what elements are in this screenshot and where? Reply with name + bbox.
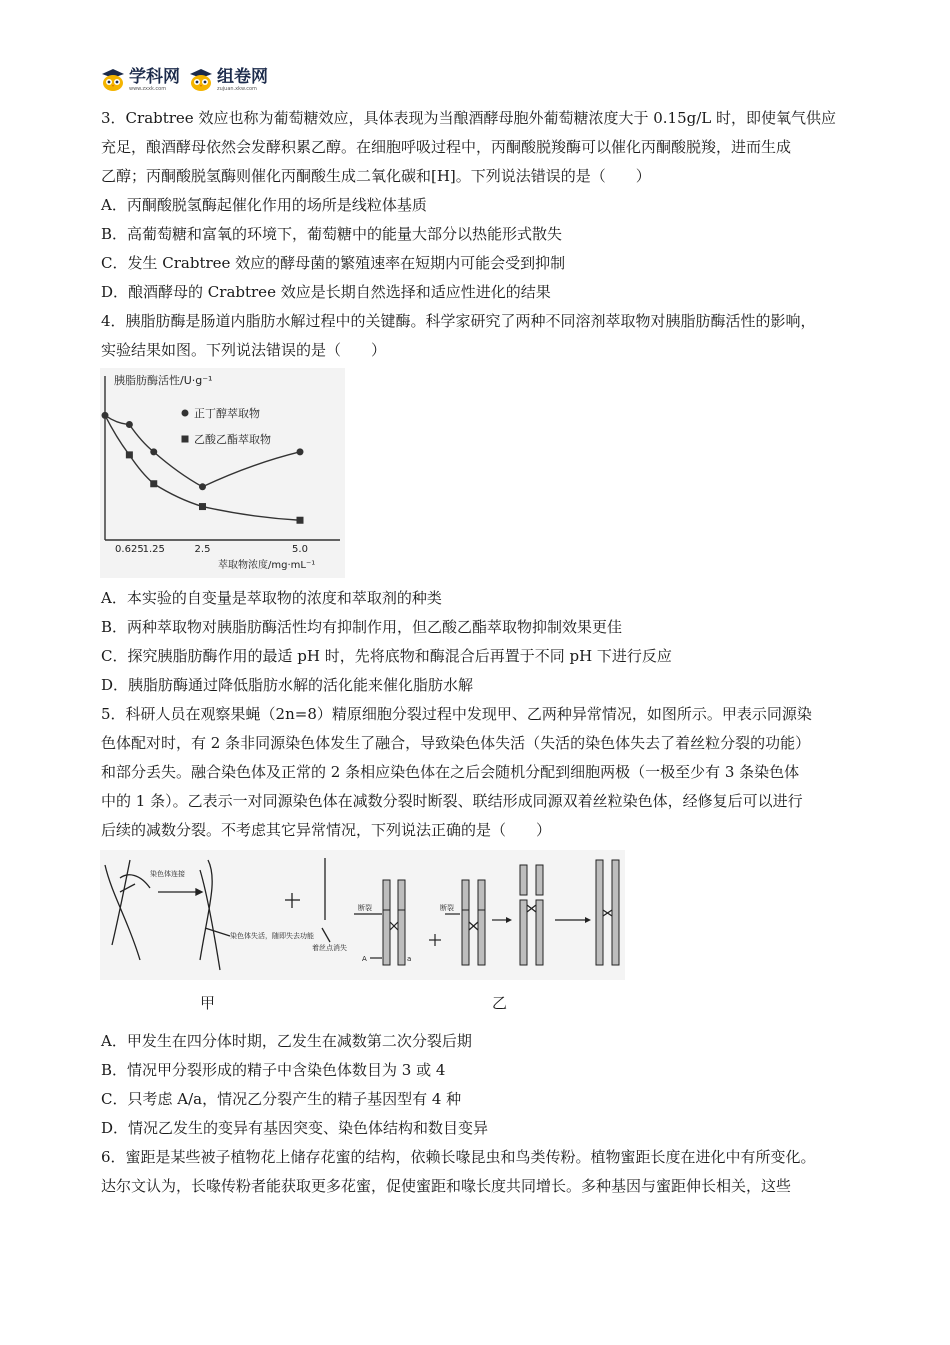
data-point-butanol <box>150 448 157 455</box>
question-3-option-c: C．发生 Crabtree 效应的酵母菌的繁殖速率在短期内可能会受到抑制 <box>101 254 566 272</box>
y-axis-label: 胰脂肪酶活性/U·g⁻¹ <box>114 374 213 387</box>
question-3-option-b: B．高葡萄糖和富氧的环境下，葡萄糖中的能量大部分以热能形式散失 <box>101 225 563 243</box>
question-4-option-a: A．本实验的自变量是萃取物的浓度和萃取剂的种类 <box>101 589 442 607</box>
question-5-option-d: D．情况乙发生的变异有基因突变、染色体结构和数目变异 <box>101 1119 489 1137</box>
question-4-option-d: D．胰脂肪酶通过降低脂肪水解的活化能来催化脂肪水解 <box>101 676 474 694</box>
question-4-stem-line: 4．胰脂肪酶是肠道内脂肪水解过程中的关键酶。科学家研究了两种不同溶剂萃取物对胰脂肪酶活性的影响， <box>101 312 816 330</box>
question-3-option-a: A．丙酮酸脱氢酶起催化作用的场所是线粒体基质 <box>101 196 427 214</box>
legend-circle-marker <box>182 410 189 417</box>
question-6 <box>101 1143 861 1201</box>
owl-mascot-icon <box>100 68 126 92</box>
question-5-option-a: A．甲发生在四分体时期，乙发生在减数第二次分裂后期 <box>101 1032 472 1050</box>
logo1-text: 学科网 <box>129 66 180 87</box>
question-4-option-b: B．两种萃取物对胰脂肪酶活性均有抑制作用，但乙酸乙酯萃取物抑制效果更佳 <box>101 618 623 636</box>
label-chromosome-inactive: 染色体失活，随即失去功能 <box>230 932 314 940</box>
logo-xuekewang <box>100 68 180 92</box>
owl-mascot-icon <box>188 68 214 92</box>
data-point-ethyl-acetate <box>150 480 157 487</box>
question-5-stem-line: 5．科研人员在观察果蝇（2n=8）精原细胞分裂过程中发现甲、乙两种异常情况，如图所示。甲表示同源染 <box>101 705 812 723</box>
header-logos <box>100 68 268 92</box>
legend-square-marker <box>182 436 189 443</box>
question-6-stem-line: 6．蜜距是某些被子植物花上储存花蜜的结构，依赖长喙昆虫和鸟类传粉。植物蜜距长度在进化中有所变化。 <box>101 1148 816 1166</box>
x-tick-label: 1.25 <box>142 544 165 555</box>
data-point-butanol <box>102 412 109 419</box>
logo2-text: 组卷网 <box>217 66 268 87</box>
data-point-butanol <box>199 483 206 490</box>
legend-entry-ethyl-acetate: 乙酸乙酯萃取物 <box>194 433 271 446</box>
question-3 <box>101 104 861 307</box>
figure-caption-jia: 甲 <box>200 994 216 1012</box>
question-5-stem-line: 后续的减数分裂。不考虑其它异常情况，下列说法正确的是（ ） <box>101 821 552 839</box>
x-tick-label: 5.0 <box>292 544 308 555</box>
label-gene-A: A <box>362 955 367 963</box>
label-gene-a: a <box>407 955 412 963</box>
exam-content <box>101 104 861 1201</box>
lipase-activity-chart <box>100 368 345 578</box>
question-5-stem-line: 色体配对时，有 2 条非同源染色体发生了融合，导致染色体失活（失活的染色体失去了着丝粒分裂的功能） <box>101 734 811 752</box>
question-3-stem-line: 乙醇；丙酮酸脱氢酶则催化丙酮酸生成二氧化碳和[H]。下列说法错误的是（ ） <box>101 167 651 185</box>
label-chromosome-fusion: 染色体连接 <box>150 870 185 878</box>
data-point-ethyl-acetate <box>126 451 133 458</box>
question-3-stem-line: 充足，酿酒酵母依然会发酵积累乙醇。在细胞呼吸过程中，丙酮酸脱羧酶可以催化丙酮酸脱羧，进而生成 <box>101 138 792 156</box>
data-point-butanol <box>297 448 304 455</box>
x-axis-label: 萃取物浓度/mg·mL⁻¹ <box>218 560 316 571</box>
question-4-stem-line: 实验结果如图。下列说法错误的是（ ） <box>101 341 387 359</box>
chromosome-figure <box>100 850 625 980</box>
logo2-url: zujuan.xkw.com <box>217 85 257 92</box>
question-5-option-b: B．情况甲分裂形成的精子中含染色体数目为 3 或 4 <box>101 1061 446 1079</box>
logo1-url: www.zxxk.com <box>129 85 167 92</box>
question-5-stem-line: 中的 1 条）。乙表示一对同源染色体在减数分裂时断裂、联结形成同源双着丝粒染色体，经修复后可以进行 <box>101 792 803 810</box>
label-break-1: 断裂 <box>358 904 372 912</box>
question-3-stem-line: 3．Crabtree 效应也称为葡萄糖效应，具体表现为当酿酒酵母胞外葡萄糖浓度大于 0.15g/L 时，即使氧气供应 <box>101 109 837 127</box>
label-centromere-lost: 着丝点消失 <box>312 944 347 952</box>
x-tick-label: 0.625 <box>115 544 144 555</box>
question-5-option-c: C．只考虑 A/a，情况乙分裂产生的精子基因型有 4 种 <box>101 1090 462 1108</box>
data-point-butanol <box>126 421 133 428</box>
question-5-stem-line: 和部分丢失。融合染色体及正常的 2 条相应染色体在之后会随机分配到细胞两极（一极至少有 3 条染色体 <box>101 763 800 781</box>
figure-caption-yi: 乙 <box>492 994 508 1012</box>
data-point-ethyl-acetate <box>199 503 206 510</box>
question-3-option-d: D．酿酒酵母的 Crabtree 效应是长期自然选择和适应性进化的结果 <box>101 283 551 301</box>
question-4-option-c: C．探究胰脂肪酶作用的最适 pH 时，先将底物和酶混合后再置于不同 pH 下进行反应 <box>101 647 672 665</box>
x-tick-label: 2.5 <box>194 544 211 555</box>
legend-entry-butanol: 正丁醇萃取物 <box>194 407 260 420</box>
logo-zujuanwang <box>188 68 268 92</box>
question-6-stem-line: 达尔文认为，长喙传粉者能获取更多花蜜，促使蜜距和喙长度共同增长。多种基因与蜜距伸长相关，这些 <box>101 1177 792 1195</box>
data-point-ethyl-acetate <box>297 517 304 524</box>
label-break-2: 断裂 <box>440 904 454 912</box>
